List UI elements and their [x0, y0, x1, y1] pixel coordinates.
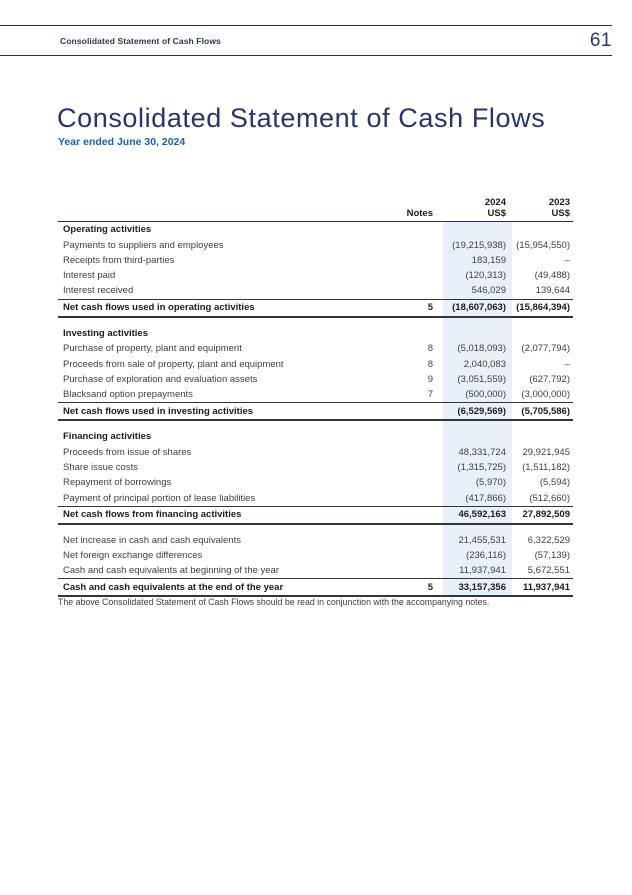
- section-header-label: Financing activities: [63, 431, 152, 443]
- table-row: [58, 563, 573, 578]
- row-note: 8: [427, 358, 433, 370]
- table-row: [58, 460, 573, 475]
- row-value-2024: (5,018,093): [457, 343, 506, 355]
- row-label: Cash and cash equivalents at beginning of the year: [63, 565, 280, 577]
- row-value-2024: 183,159: [471, 255, 506, 267]
- row-value-2024: (6,529,569): [457, 405, 506, 417]
- row-label: Net cash flows used in investing activities: [63, 405, 254, 417]
- row-value-2023: 5,672,551: [527, 565, 570, 577]
- row-label: Repayment of borrowings: [63, 477, 172, 489]
- row-value-2024: 46,592,163: [458, 509, 506, 521]
- column-header-2024-currency: US$: [487, 207, 506, 219]
- table-row: [58, 490, 573, 505]
- row-value-2023: (15,864,394): [516, 302, 570, 314]
- table-row: [58, 283, 573, 298]
- section-header-row: [58, 326, 573, 342]
- table-row-total: [58, 402, 573, 421]
- row-note: 5: [427, 581, 433, 593]
- row-value-2023: 11,937,941: [522, 581, 570, 593]
- row-label: Purchase of property, plant and equipment: [63, 343, 242, 355]
- table-row: [58, 341, 573, 356]
- row-value-2024: 546,029: [471, 285, 506, 297]
- table-section: [58, 429, 573, 525]
- row-value-2024: 48,331,724: [458, 446, 506, 458]
- row-value-2024: (19,215,938): [452, 239, 506, 251]
- row-value-2023: –: [564, 255, 570, 267]
- row-value-2024: 21,455,531: [458, 534, 506, 546]
- row-label: Receipts from third-parties: [63, 255, 175, 267]
- row-value-2024: (120,313): [465, 270, 506, 282]
- table-row: [58, 268, 573, 283]
- row-value-2024: 2,040,083: [463, 358, 506, 370]
- row-label: Proceeds from sale of property, plant and equipment: [63, 358, 284, 370]
- row-label: Purchase of exploration and evaluation assets: [63, 373, 258, 385]
- table-section: [58, 326, 573, 422]
- table-row: [58, 548, 573, 563]
- row-label: Proceeds from issue of shares: [63, 446, 192, 458]
- row-value-2023: (3,000,000): [521, 389, 570, 400]
- column-header-2023: [512, 198, 573, 219]
- row-value-2023: 27,892,509: [522, 509, 570, 521]
- row-value-2023: (2,077,794): [521, 343, 570, 355]
- row-note: 5: [427, 302, 433, 314]
- row-label: Net cash flows from financing activities: [63, 509, 242, 521]
- row-label: Net foreign exchange differences: [63, 549, 203, 561]
- table-row: [58, 238, 573, 253]
- row-value-2023: 29,921,945: [522, 446, 570, 458]
- row-value-2024: (5,970): [475, 477, 506, 489]
- footnote: The above Consolidated Statement of Cash Flows should be read in conjunction with the accompanying notes.: [58, 597, 490, 607]
- row-note: 9: [427, 373, 433, 385]
- column-header-2023-currency: US$: [551, 207, 570, 219]
- row-note: 8: [427, 343, 433, 355]
- table-body: [58, 222, 573, 597]
- row-value-2023: –: [564, 358, 570, 370]
- row-value-2023: (627,792): [529, 373, 570, 385]
- row-label: Cash and cash equivalents at the end of the year: [63, 581, 284, 593]
- table-row: [58, 445, 573, 460]
- cash-flow-table: [58, 193, 573, 597]
- row-value-2023: (5,594): [539, 477, 570, 489]
- table-row: [58, 533, 573, 548]
- row-value-2023: (57,139): [534, 549, 570, 561]
- row-value-2024: (1,315,725): [457, 462, 506, 474]
- row-label: Interest paid: [63, 270, 116, 282]
- row-label: Payment of principal portion of lease liabilities: [63, 492, 256, 504]
- row-value-2024: (417,866): [465, 492, 506, 504]
- running-title: Consolidated Statement of Cash Flows: [60, 35, 221, 46]
- section-header-row: [58, 222, 573, 238]
- table-row-total: [58, 299, 573, 318]
- row-value-2023: (5,705,586): [521, 405, 570, 417]
- row-value-2024: 33,157,356: [458, 581, 506, 593]
- row-value-2024: (3,051,559): [457, 373, 506, 385]
- column-header-2023-year: 2023: [548, 197, 570, 208]
- row-label: Net cash flows used in operating activities: [63, 302, 255, 314]
- row-value-2024: (500,000): [465, 389, 506, 400]
- page-subtitle: Year ended June 30, 2024: [58, 136, 186, 148]
- row-value-2023: 139,644: [535, 285, 570, 297]
- page-header-band: [0, 25, 612, 56]
- section-header-row: [58, 429, 573, 445]
- column-header-2024-year: 2024: [484, 197, 506, 208]
- row-value-2023: (1,511,182): [522, 462, 570, 474]
- table-row: [58, 372, 573, 387]
- row-value-2023: 6,322,529: [527, 534, 570, 546]
- page-title: Consolidated Statement of Cash Flows: [57, 103, 546, 133]
- row-value-2023: (512,660): [529, 492, 570, 504]
- table-row-total: [58, 578, 573, 597]
- row-label: Payments to suppliers and employees: [63, 239, 224, 251]
- table-column-headers: [58, 193, 573, 222]
- row-value-2024: 11,937,941: [459, 565, 506, 577]
- row-label: Net increase in cash and cash equivalents: [63, 534, 241, 546]
- row-label: Interest received: [63, 285, 134, 297]
- table-row: [58, 475, 573, 490]
- section-header-label: Operating activities: [63, 224, 152, 236]
- table-section: [58, 533, 573, 598]
- table-row: [58, 387, 573, 402]
- section-header-label: Investing activities: [63, 327, 149, 339]
- row-value-2023: (15,954,550): [516, 239, 570, 251]
- row-label: Share issue costs: [63, 462, 138, 474]
- column-header-2024: [443, 198, 512, 219]
- page-number: 61: [589, 29, 612, 51]
- row-value-2024: (236,116): [466, 549, 506, 561]
- table-section: [58, 222, 573, 318]
- row-value-2023: (49,488): [534, 270, 570, 282]
- row-label: Blacksand option prepayments: [63, 389, 193, 400]
- table-row-total: [58, 506, 573, 525]
- row-value-2024: (18,607,063): [452, 302, 506, 314]
- column-header-notes: Notes: [406, 207, 433, 219]
- table-row: [58, 253, 573, 268]
- row-note: 7: [427, 389, 433, 400]
- table-row: [58, 357, 573, 372]
